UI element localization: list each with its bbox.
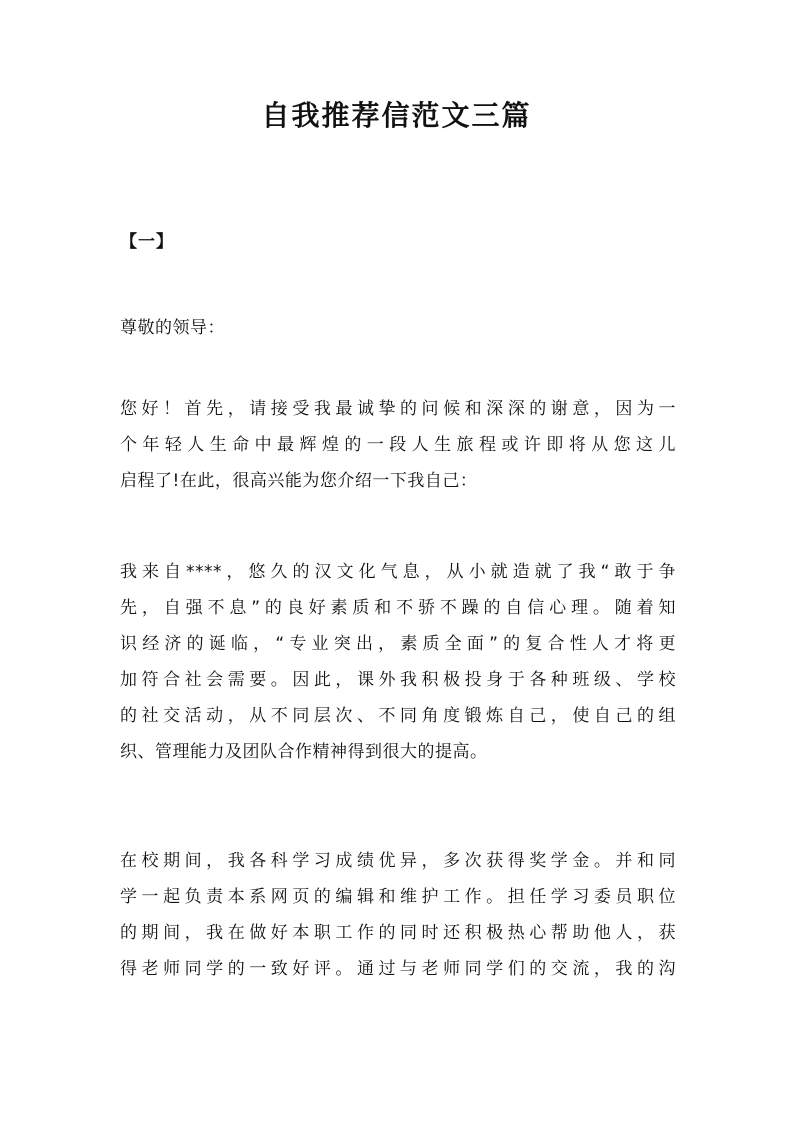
paragraph-line: 的社交活动，从不同层次、不同角度锻炼自己，使自己的组 xyxy=(120,706,676,726)
paragraph-line: 先，自强不息”的良好素质和不骄不躁的自信心理。随着知 xyxy=(120,598,676,618)
paragraph-line: 您好！首先，请接受我最诚挚的问候和深深的谢意，因为一 xyxy=(120,399,676,419)
paragraph-line: 识经济的诞临，“专业突出，素质全面”的复合性人才将更 xyxy=(120,634,676,654)
paragraph-line: 加符合社会需要。因此，课外我积极投身于各种班级、学校 xyxy=(120,670,676,690)
paragraph-line: 得老师同学的一致好评。通过与老师同学们的交流，我的沟 xyxy=(120,959,676,979)
paragraph-3 xyxy=(120,843,676,987)
paragraph-line: 学一起负责本系网页的编辑和维护工作。担任学习委员职位 xyxy=(120,887,676,907)
paragraph-line: 我来自****，悠久的汉文化气息，从小就造就了我“敢于争 xyxy=(120,562,676,582)
paragraph-2 xyxy=(120,554,676,770)
document-title: 自我推荐信范文三篇 xyxy=(261,99,532,132)
paragraph-line: 的期间，我在做好本职工作的同时还积极热心帮助他人，获 xyxy=(120,923,676,943)
paragraph-1 xyxy=(120,391,676,499)
greeting-line: 尊敬的领导： xyxy=(120,318,225,338)
paragraph-line: 启程了!在此，很高兴能为您介绍一下我自己： xyxy=(120,471,478,491)
paragraph-line: 个年轻人生命中最辉煌的一段人生旅程或许即将从您这儿 xyxy=(120,435,676,455)
section-label: 【一】 xyxy=(120,232,174,252)
paragraph-line: 在校期间，我各科学习成绩优异，多次获得奖学金。并和同 xyxy=(120,851,676,871)
greeting xyxy=(120,310,676,346)
paragraph-line: 织、管理能力及团队合作精神得到很大的提高。 xyxy=(120,742,488,762)
